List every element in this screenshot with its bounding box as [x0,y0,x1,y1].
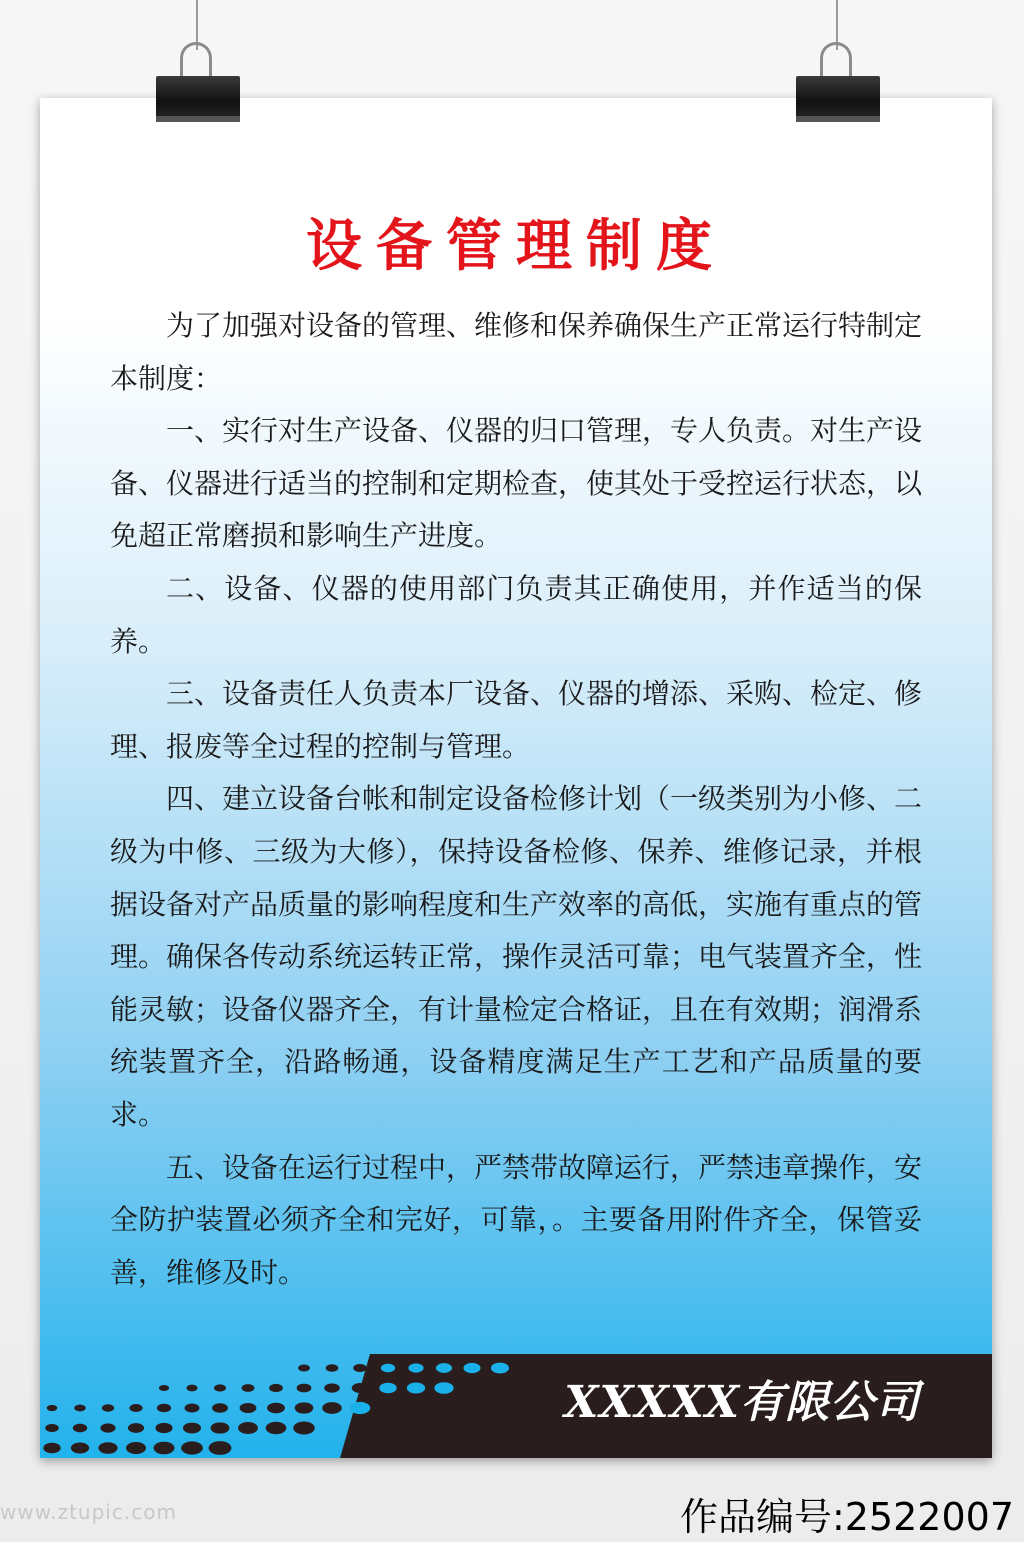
halftone-dot [266,1422,287,1434]
paragraph-2: 二、设备、仪器的使用部门负责其正确使用，并作适当的保养。 [110,571,922,658]
halftone-dot [322,1402,342,1414]
halftone-dot [238,1422,258,1434]
halftone-dot [491,1363,509,1374]
halftone-dot [214,1384,226,1391]
halftone-dot [181,1441,203,1454]
halftone-dot [47,1405,58,1411]
poster-body [110,300,922,1299]
halftone-dot [381,1364,395,1373]
halftone-dot [297,1384,312,1393]
halftone-dot [463,1363,480,1373]
halftone-dot [242,1384,255,1392]
halftone-dot [98,1442,117,1454]
halftone-dot [295,1402,314,1413]
halftone-dot [159,1385,169,1391]
halftone-dot [71,1443,89,1454]
halftone-dot [155,1423,172,1433]
halftone-dot [350,1402,370,1414]
halftone-dot [324,1383,340,1392]
halftone-dot [326,1364,339,1372]
halftone-dot [240,1403,257,1413]
footer-band [40,1354,992,1458]
halftone-dot [102,1404,114,1411]
halftone-dot [353,1364,367,1372]
watermark-code: 作品编号:2522007 [679,1495,1014,1539]
paragraph-5: 五、设备在运行过程中，严禁带故障运行，严禁违章操作，安全防护装置必须齐全和完好，可靠，。主要备用附件齐全，保管妥善，维修及时。 [110,1150,923,1289]
halftone-dot [154,1442,175,1455]
halftone-dot [126,1442,146,1454]
halftone-dot [129,1404,142,1412]
halftone-dot [267,1403,285,1414]
halftone-dot [186,1385,197,1392]
halftone-dot [436,1363,452,1373]
halftone-dot [293,1422,315,1435]
halftone-dot [183,1423,201,1434]
halftone-dot [100,1423,115,1432]
binder-clip-left-icon [156,42,240,122]
halftone-dot [212,1403,228,1413]
halftone-dot [209,1441,232,1455]
poster-sheet [40,98,992,1458]
halftone-dot [74,1405,85,1412]
poster-title: 设备管理制度 [306,214,726,279]
halftone-dot [408,1363,423,1372]
halftone-dot [298,1364,310,1371]
paragraph-4: 四、建立设备台帐和制定设备检修计划（一级类别为小修、二级为中修、三级为大修），保持设备检修、保养、维修记录，并根据设备对产品质量的影响程度和生产效率的高低，实施有重点的管理。确保各传动系统运转正常，操作灵活可靠；电气装置齐全，性能灵敏；设备仪器齐全，有计量检定合格证，且在有效期；润滑系统装置齐全，沿路畅通，设备精度满足生产工艺和产品质量的要求。 [110,782,923,1131]
halftone-dot [211,1422,230,1433]
halftone-dot [157,1404,171,1412]
halftone-dot [43,1443,60,1453]
paragraph-intro: 为了加强对设备的管理、维修和保养确保生产正常运行特制定本制度： [110,309,923,395]
binder-clip-right-icon [796,42,880,122]
paragraph-3: 三、设备责任人负责本厂设备、仪器的增添、采购、检定、修理、报废等全过程的控制与管理。 [110,677,923,763]
paragraph-1: 一、实行对生产设备、仪器的归口管理，专人负责。对生产设备、仪器进行适当的控制和定期检查，使其处于受控运行状态，以免超正常磨损和影响生产进度。 [110,414,923,553]
halftone-dot [45,1424,59,1432]
halftone-dot [269,1384,283,1392]
halftone-dot [73,1424,87,1433]
halftone-dot [407,1383,425,1394]
halftone-dot [185,1404,200,1413]
halftone-dot [352,1383,369,1393]
company-name: XXXXX有限公司 [564,1377,920,1428]
halftone-dot [379,1383,396,1393]
halftone-dot [128,1423,144,1433]
watermark-site: www.ztupic.com [0,1500,177,1524]
halftone-dot [434,1382,453,1394]
